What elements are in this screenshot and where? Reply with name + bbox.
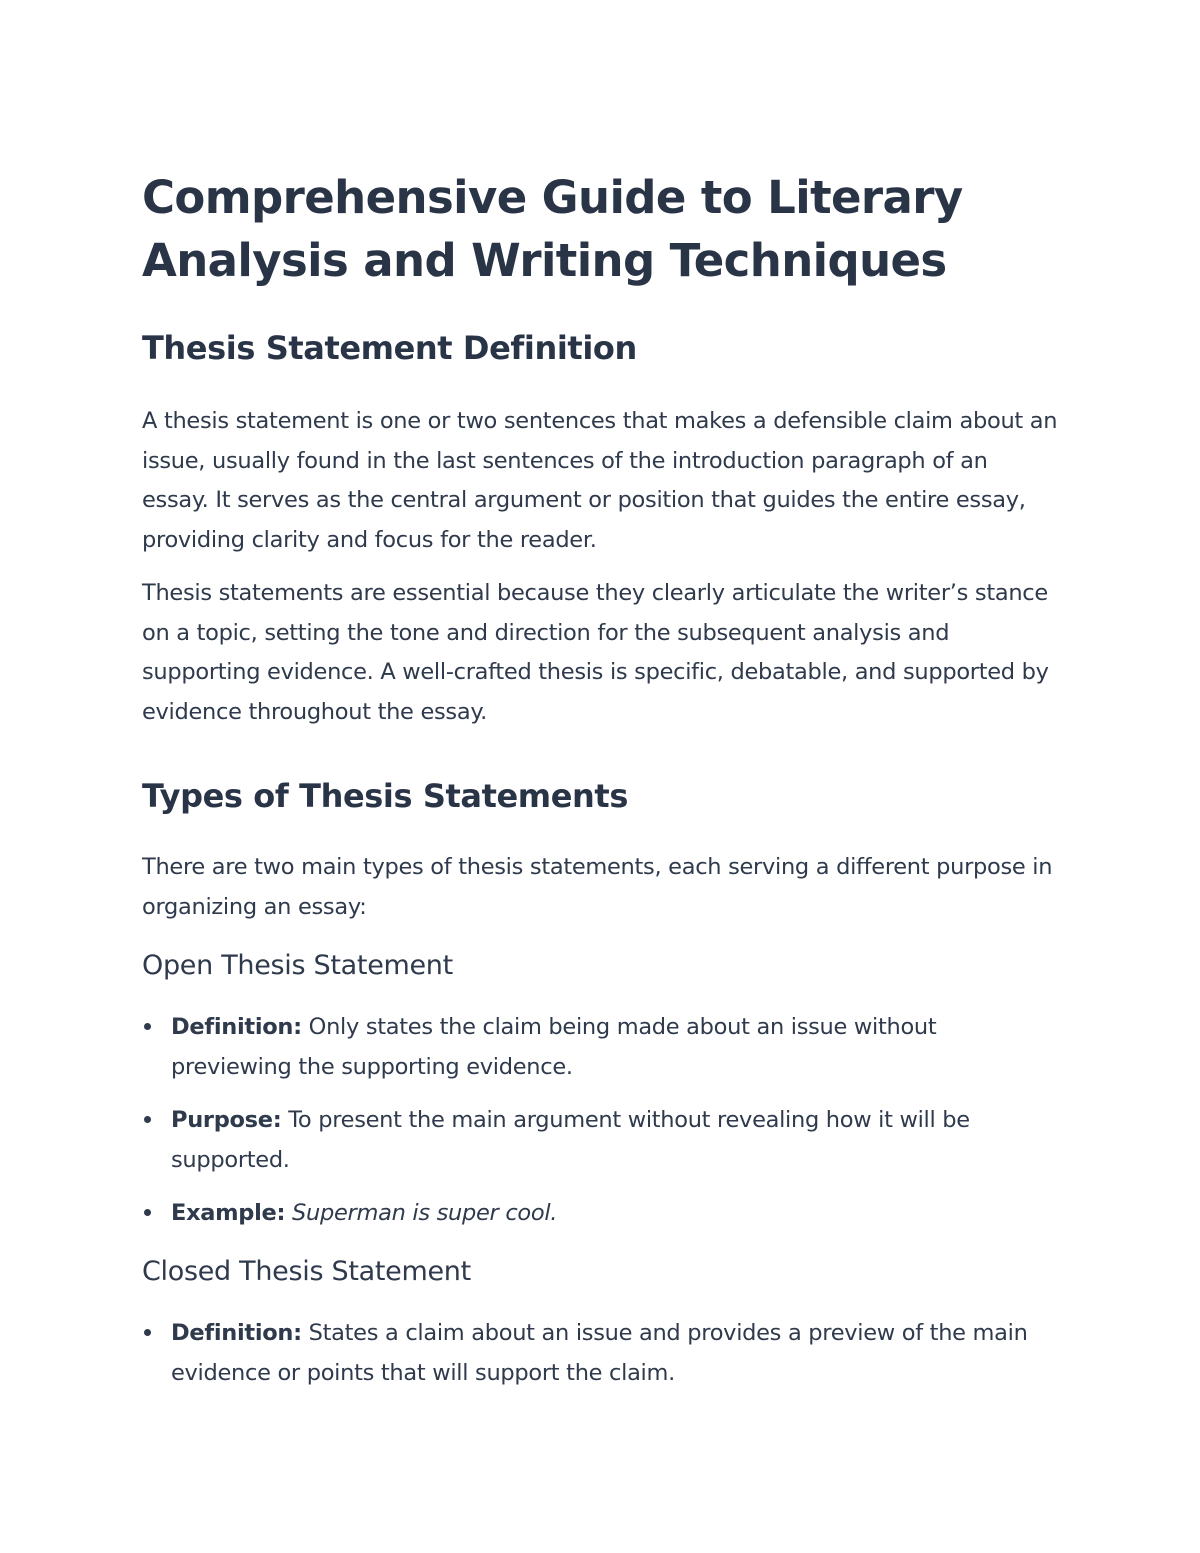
- subheading-open-thesis: Open Thesis Statement: [142, 950, 453, 981]
- list-item-label: Definition:: [171, 1014, 302, 1040]
- open-thesis-list: [142, 1007, 1060, 1233]
- bullet-icon: [144, 1329, 151, 1336]
- list-item-label: Purpose:: [171, 1107, 282, 1133]
- paragraph-thesis-definition: A thesis statement is one or two sentences that makes a defensible claim about an issue, usually found in the last sentences of the introduction paragraph of an essay. It serves as the central argument or position that guides the entire essay, providing clarity and focus for the reader.: [142, 408, 1058, 553]
- list-item-label: Example:: [171, 1200, 286, 1226]
- section-heading-thesis-types: Types of Thesis Statements: [142, 777, 628, 815]
- paragraph-thesis-types-intro: There are two main types of thesis statements, each serving a different purpose in organizing an essay:: [142, 854, 1053, 920]
- example-text: Superman is super cool.: [292, 1200, 558, 1226]
- list-item-closed-definition: [142, 1313, 1060, 1393]
- paragraph-thesis-importance: Thesis statements are essential because they clearly articulate the writer’s stance on a topic, setting the tone and direction for the subsequent analysis and supporting evidence. A well-crafted thesis is specific, debatable, and supported by evidence throughout the essay.: [142, 580, 1049, 725]
- list-item-text: States a claim about an issue and provides a preview of the main evidence or points that will support the claim.: [171, 1320, 1028, 1386]
- list-item-label: Definition:: [171, 1320, 302, 1346]
- page-title: Comprehensive Guide to Literary Analysis and Writing Techniques: [142, 171, 963, 287]
- closed-thesis-list: [142, 1313, 1060, 1393]
- bullet-icon: [144, 1023, 151, 1030]
- list-item-open-example: [142, 1193, 1060, 1233]
- list-item-open-definition: [142, 1007, 1060, 1087]
- bullet-icon: [144, 1209, 151, 1216]
- bullet-icon: [144, 1116, 151, 1123]
- section-heading-thesis-definition: Thesis Statement Definition: [142, 329, 637, 367]
- list-item-open-purpose: [142, 1100, 1060, 1180]
- list-item-text: Only states the claim being made about an issue without previewing the supporting evidence.: [171, 1014, 937, 1080]
- list-item-text: To present the main argument without revealing how it will be supported.: [171, 1107, 970, 1173]
- subheading-closed-thesis: Closed Thesis Statement: [142, 1256, 471, 1287]
